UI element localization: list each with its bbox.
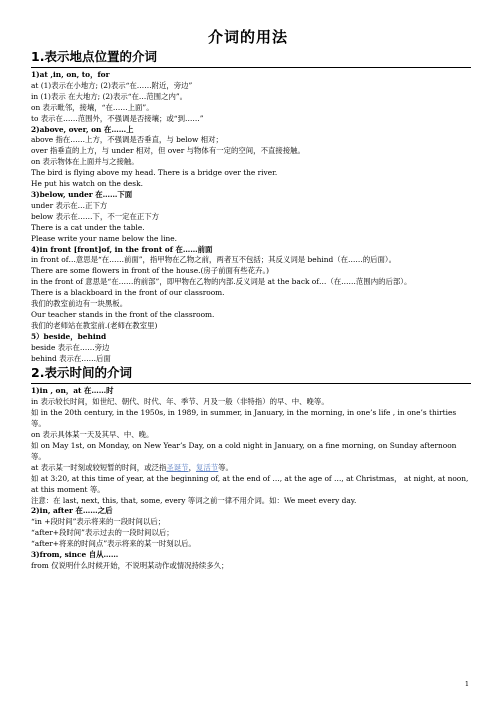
text-line: 如 on May 1st, on Monday, on New Year’s Day, on a cold night in January, on a fine morning, on Sunday afternoon 等。 <box>31 441 457 461</box>
text-line: There are some flowers in front of the house.(房子前面有些花卉。) <box>31 266 270 276</box>
section-heading: 2.表示时间的介词 <box>31 365 132 381</box>
text-line: 如 at 3:20, at this time of year, at the beginning of, at the end of …, at the age of …, at Christmas， at night, at noon, at this moment 等。 <box>31 473 469 494</box>
subheading: 4)in front [front]of, in the front of 在……前面 <box>31 244 213 254</box>
text-line: from 仅说明什么时候开始，不说明某动作或情况持续多久； <box>31 560 229 570</box>
text-line: “after+将来的时间点”表示将来的某一时刻以后。 <box>31 539 196 549</box>
text-line: 注意：在 last, next, this, that, some, every 等词之前一律不用介词。如：We meet every day. <box>31 495 357 505</box>
text-line: The bird is flying above my head. There is a bridge over the river. <box>31 168 278 178</box>
page-number: 1 <box>464 680 469 688</box>
text-line: beside 表示在……旁边 <box>31 342 110 352</box>
section-divider <box>31 67 471 68</box>
text-line: Please write your name below the line. <box>31 233 177 243</box>
subheading: 3)below, under 在……下面 <box>31 189 133 199</box>
document-body <box>31 48 471 572</box>
text-line: in 表示较长时间，如世纪、朝代、时代、年、季节、月及一般（非特指）的早、中、晚等。 <box>31 397 329 407</box>
section-2 <box>31 364 471 571</box>
text-line: behind 表示在……后面 <box>31 353 111 363</box>
text-line: over 指垂直的上方，与 under 相对，但 over 与物体有一定的空间，不直接接触。 <box>31 146 305 156</box>
text-line: There is a blackboard in the front of our classroom. <box>31 288 225 298</box>
text-line: There is a cat under the table. <box>31 222 145 232</box>
page-title: 介词的用法 <box>207 28 288 46</box>
text-line: in front of…意思是“在……前面”，指甲物在乙物之前，两者互不包括；其反义词是 behind（在……的后面）。 <box>31 255 397 265</box>
text-line: on 表示物体在上面并与之接触。 <box>31 157 139 167</box>
text-line: below 表示在……下，不一定在正下方 <box>31 211 160 221</box>
text-line: on 表示毗邻，接壤，“在……上面”。 <box>31 102 154 112</box>
text-line: at 表示某一时刻或较短暂的时间，或泛指圣诞节，复活节等。 <box>31 462 233 472</box>
text-line: in the front of 意思是“在……的前部”，即甲物在乙物的内部.反义词是 at the back of…（在……范围内的后部）。 <box>31 277 412 287</box>
text-line: to 表示在……范围外，不强调是否接壤；或“到……” <box>31 113 204 123</box>
subheading: 5）beside，behind <box>31 331 107 341</box>
section-divider <box>31 383 471 384</box>
text-line: 我们的教室前边有一块黑板。 <box>31 299 128 309</box>
text-line: He put his watch on the desk. <box>31 179 143 189</box>
subheading: 3)from, since 自从…… <box>31 550 119 560</box>
inline-link[interactable]: 复活节 <box>195 462 219 472</box>
text-line: on 表示具体某一天及其早、中、晚。 <box>31 430 154 440</box>
subheading: 2)in, after 在……之后 <box>31 506 113 516</box>
subheading: 1)in , on，at 在……时 <box>31 386 114 396</box>
section-1 <box>31 48 471 364</box>
section-2-lines <box>31 386 471 571</box>
text-line: under 表示在…正下方 <box>31 200 108 210</box>
section-1-lines <box>31 70 471 364</box>
text-line: Our teacher stands in the front of the classroom. <box>31 309 215 319</box>
inline-link[interactable]: 圣诞节 <box>166 462 189 472</box>
text-line: in (1)表示 在大地方; (2)表示“在…范围之内”。 <box>31 91 188 101</box>
text-line: 如 in the 20th century, in the 1950s, in 1989, in summer, in January, in the morning, in one’s life , in one’s thirties 等。 <box>31 408 457 429</box>
text-line: at (1)表示在小地方; (2)表示“在……附近，旁边” <box>31 80 193 90</box>
text-line: “after+段时间”表示过去的一段时间以后； <box>31 528 174 538</box>
text-line: above 指在……上方，不强调是否垂直，与 below 相对； <box>31 135 223 145</box>
subheading: 1)at ,in, on, to，for <box>31 70 110 79</box>
text-line: 我们的老师站在教室前.(老师在教室里) <box>31 320 158 330</box>
text-line: “in +段时间”表示将来的一段时间以后； <box>31 517 166 527</box>
section-heading: 1.表示地点位置的介词 <box>31 49 157 64</box>
subheading: 2)above, over, on 在……上 <box>31 124 134 134</box>
